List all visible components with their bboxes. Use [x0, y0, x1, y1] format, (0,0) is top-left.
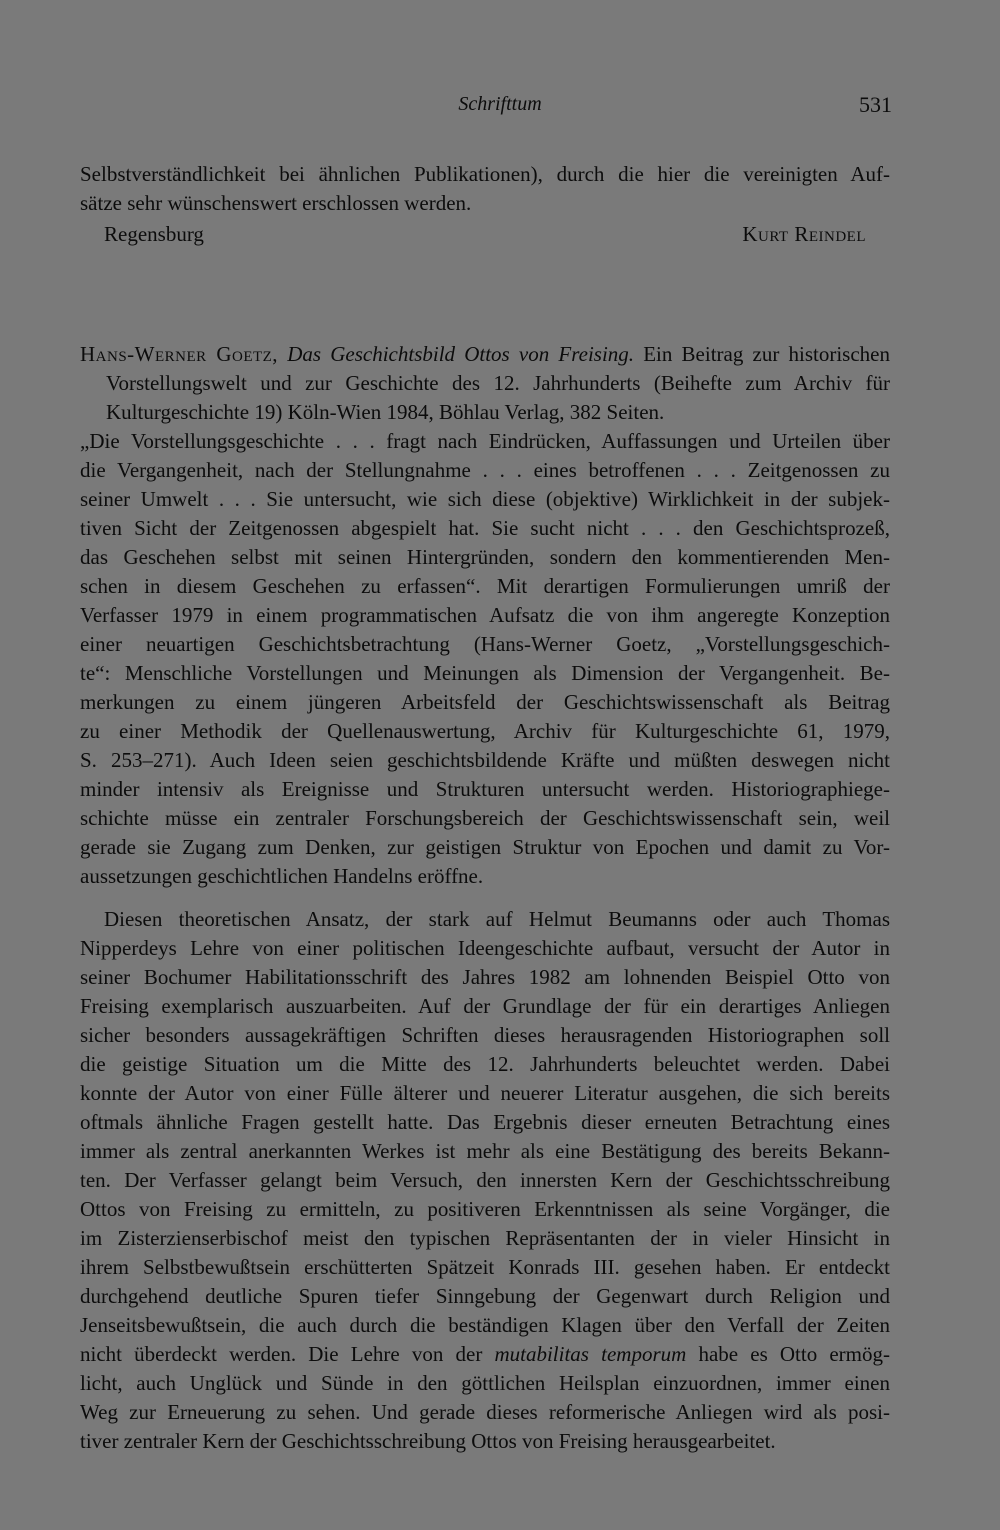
- book-author: Hans-Werner Goetz,: [80, 342, 279, 366]
- text-line: [80, 1340, 890, 1369]
- text-line: schichte müsse ein zentraler Forschungsbereich der Geschichtswissenschaft sein, weil: [80, 806, 890, 830]
- text-line: die geistige Situation um die Mitte des 12. Jahrhunderts beleuchtet werden. Dabei: [80, 1052, 890, 1076]
- running-title: Schrifttum: [458, 93, 542, 115]
- citation-line: Kulturgeschichte 19) Köln-Wien 1984, Böhlau Verlag, 382 Seiten.: [106, 400, 665, 424]
- previous-review-ending: [80, 160, 890, 218]
- text-line: oftmals ähnliche Fragen gestellt hatte. Das Ergebnis dieser erneuten Betrachtung eines: [80, 1110, 890, 1134]
- text-line: Nipperdeys Lehre von einer politischen Ideengeschichte aufbaut, versucht der Autor in: [80, 936, 890, 960]
- text-line: seiner Umwelt . . . Sie untersucht, wie sich diese (objektive) Wirklichkeit in der subjek-: [80, 487, 890, 511]
- text-line: das Geschehen selbst mit seinen Hintergründen, sondern den kommentierenden Men-: [80, 545, 890, 569]
- text-line: tiven Sicht der Zeitgenossen abgespielt hat. Sie sucht nicht . . . den Geschichtsprozeß,: [80, 516, 890, 540]
- book-title: Das Geschichtsbild Ottos von Freising.: [287, 342, 635, 366]
- text-line: die Vergangenheit, nach der Stellungnahme . . . eines betroffenen . . . Zeitgenossen zu: [80, 458, 890, 482]
- latin-phrase: mutabilitas temporum: [494, 1342, 687, 1366]
- text-line: im Zisterzienserbischof meist den typischen Repräsentanten der in vieler Hinsicht in: [80, 1226, 890, 1250]
- text-line: S. 253–271). Auch Ideen seien geschichtsbildende Kräfte und müßten deswegen nicht: [80, 748, 890, 772]
- citation-line: Vorstellungswelt und zur Geschichte des 12. Jahrhunderts (Beihefte zum Archiv für: [106, 371, 890, 395]
- text-line: Verfasser 1979 in einem programmatischen Aufsatz die von ihm angeregte Konzeption: [80, 603, 890, 627]
- text-line: zu einer Methodik der Quellenauswertung, Archiv für Kulturgeschichte 61, 1979,: [80, 719, 890, 743]
- text-line: Jenseitsbewußtsein, die auch durch die beständigen Klagen über den Verfall der Zeiten: [80, 1313, 890, 1337]
- review-paragraph-1: [80, 427, 890, 891]
- text-line: immer als zentral anerkannten Werkes ist mehr als eine Bestätigung des bereits Bekann-: [80, 1139, 890, 1163]
- text-fragment: habe es Otto ermög-: [698, 1342, 891, 1366]
- text-line: ten. Der Verfasser gelangt beim Versuch, den innersten Kern der Geschichtsschreibung: [80, 1168, 890, 1192]
- text-line: „Die Vorstellungsgeschichte . . . fragt nach Eindrücken, Auffassungen und Urteilen über: [80, 429, 890, 453]
- reviewer-name: Kurt Reindel: [742, 222, 866, 246]
- review-place: Regensburg: [104, 222, 204, 246]
- text-line: Selbstverständlichkeit bei ähnlichen Publikationen), durch die hier die vereinigten Auf-: [80, 162, 890, 186]
- text-line: minder intensiv als Ereignisse und Strukturen untersucht werden. Historiographiege-: [80, 777, 890, 801]
- text-line: gerade sie Zugang zum Denken, zur geistigen Struktur von Epochen und damit zu Vor-: [80, 835, 890, 859]
- text-line: aussetzungen geschichtlichen Handelns eröffne.: [80, 864, 484, 888]
- text-line: konnte der Autor von einer Fülle älterer und neuerer Literatur ausgehen, die sich bereits: [80, 1081, 890, 1105]
- text-line: einer neuartigen Geschichtsbetrachtung (Hans-Werner Goetz, „Vorstellungsgeschich-: [80, 632, 890, 656]
- review-citation: [80, 340, 890, 427]
- text-line: Weg zur Erneuerung zu sehen. Und gerade dieses reformerische Anliegen wird als posi-: [80, 1400, 890, 1424]
- citation-line: [80, 340, 890, 369]
- citation-text: Ein Beitrag zur historischen: [643, 342, 890, 366]
- text-line: merkungen zu einem jüngeren Arbeitsfeld der Geschichtswissenschaft als Beitrag: [80, 690, 890, 714]
- page-number: 531: [859, 92, 892, 117]
- text-line: sätze sehr wünschenswert erschlossen werden.: [80, 191, 472, 215]
- text-line: Ottos von Freising zu ermitteln, zu positiveren Erkenntnissen als seine Vorgänger, die: [80, 1197, 890, 1221]
- text-line: schen in diesem Geschehen zu erfassen“. Mit derartigen Formulierungen umriß der: [80, 574, 890, 598]
- text-line: ihrem Selbstbewußtsein erschütterten Spätzeit Konrads III. gesehen haben. Er entdeckt: [80, 1255, 890, 1279]
- text-line: durchgehend deutliche Spuren tiefer Sinngebung der Gegenwart durch Religion und: [80, 1284, 890, 1308]
- text-fragment: nicht überdeckt werden. Die Lehre von der: [80, 1342, 483, 1366]
- text-line: Freising exemplarisch auszuarbeiten. Auf der Grundlage der für ein derartiges Anliegen: [80, 994, 890, 1018]
- text-line: seiner Bochumer Habilitationsschrift des Jahres 1982 am lohnenden Beispiel Otto von: [80, 965, 890, 989]
- text-line: tiver zentraler Kern der Geschichtsschreibung Ottos von Freising herausgearbeitet.: [80, 1429, 776, 1453]
- text-line: licht, auch Unglück und Sünde in den göttlichen Heilsplan einzuordnen, immer einen: [80, 1371, 890, 1395]
- review-signature: [104, 222, 866, 247]
- text-line: sicher besonders aussagekräftigen Schriften dieses herausragenden Historiographen soll: [80, 1023, 890, 1047]
- text-line: te“: Menschliche Vorstellungen und Meinungen als Dimension der Vergangenheit. Be-: [80, 661, 890, 685]
- review-paragraph-2: [80, 905, 890, 1456]
- text-line: Diesen theoretischen Ansatz, der stark auf Helmut Beumanns oder auch Thomas: [104, 907, 890, 931]
